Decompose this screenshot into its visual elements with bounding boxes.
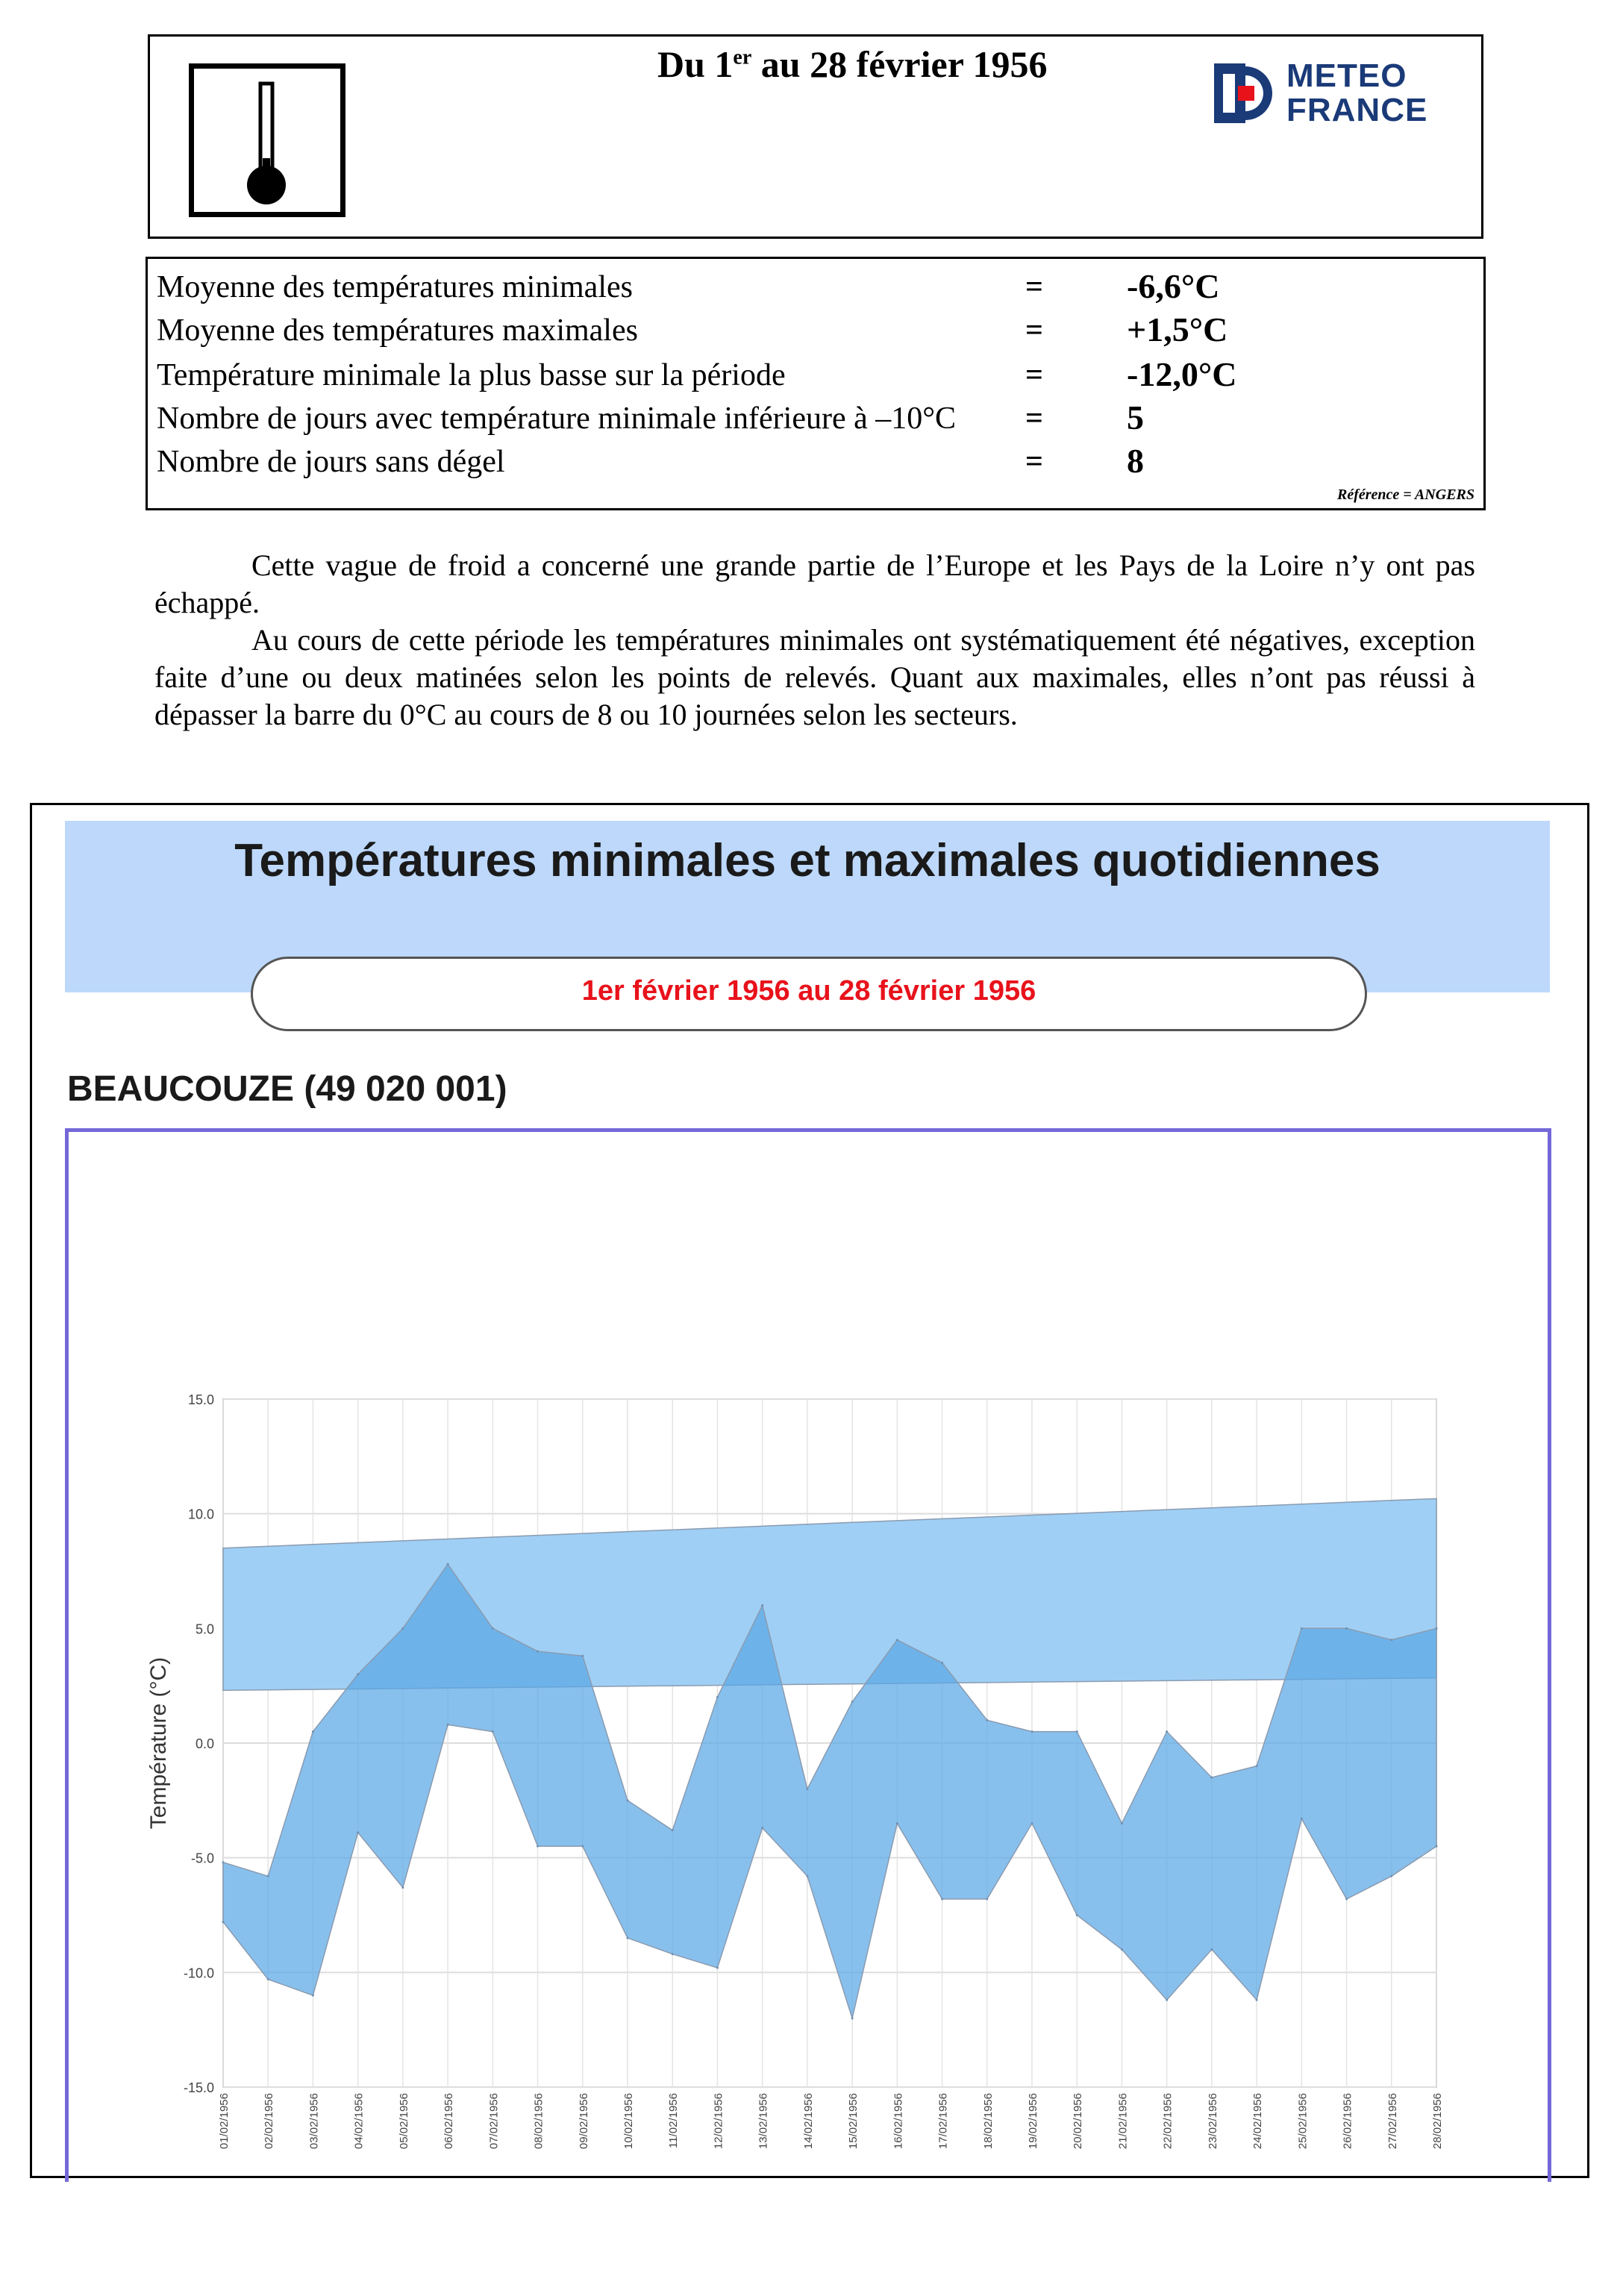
x-tick-label: 09/02/1956: [577, 2093, 590, 2150]
min-temp-point: [1390, 1875, 1392, 1877]
meteo-france-logo: [1210, 56, 1463, 131]
min-temp-point: [1076, 1914, 1078, 1916]
max-temp-point: [1301, 1627, 1303, 1630]
max-temp-point: [357, 1673, 359, 1675]
min-temp-point: [447, 1724, 449, 1726]
max-temp-point: [672, 1829, 674, 1831]
stat-value: -6,6°C: [1127, 267, 1220, 305]
max-temp-point: [716, 1696, 719, 1698]
stat-equals: =: [1025, 270, 1043, 304]
page-title: Du 1er au 28 février 1956: [657, 43, 1048, 85]
stat-label: Nombre de jours avec température minimale inférieure à –10°C: [157, 401, 957, 436]
min-temp-point: [672, 1953, 674, 1955]
thermometer-icon-svg: [194, 69, 340, 212]
max-temp-point: [1390, 1639, 1392, 1641]
x-tick-label: 19/02/1956: [1027, 2093, 1039, 2150]
chart-frame: [65, 1128, 1551, 2182]
x-tick-label: 11/02/1956: [667, 2093, 681, 2148]
max-temp-point: [312, 1730, 314, 1733]
x-tick-label: 14/02/1956: [801, 2093, 815, 2150]
max-temp-point: [1076, 1730, 1078, 1733]
y-axis-label: Température (°C): [146, 1657, 171, 1830]
max-temp-point: [806, 1788, 808, 1790]
max-temp-point: [267, 1875, 269, 1877]
min-temp-point: [851, 2017, 854, 2019]
min-temp-point: [1345, 1898, 1348, 1900]
thermometer-icon: [189, 63, 345, 217]
x-tick-label: 13/02/1956: [757, 2093, 770, 2150]
max-temp-point: [1031, 1730, 1033, 1733]
min-temp-point: [1210, 1948, 1213, 1951]
temperature-chart: [69, 1132, 1548, 2182]
min-temp-point: [1301, 1818, 1303, 1820]
stat-equals: =: [1025, 445, 1043, 479]
max-temp-point: [537, 1651, 539, 1653]
logo-text: METEO FRANCE: [1286, 57, 1428, 128]
min-temp-point: [357, 1831, 359, 1833]
min-temp-point: [941, 1898, 943, 1900]
max-temp-point: [492, 1627, 494, 1630]
x-tick-label: 28/02/1956: [1431, 2093, 1444, 2150]
min-temp-point: [806, 1875, 808, 1877]
y-tick-label: 10.0: [187, 1507, 214, 1522]
min-temp-point: [267, 1978, 269, 1980]
y-tick-label: 5.0: [195, 1621, 214, 1637]
min-temp-point: [537, 1845, 539, 1848]
x-tick-label: 01/02/1956: [218, 2093, 231, 2150]
max-temp-point: [447, 1563, 449, 1565]
max-temp-point: [1345, 1627, 1348, 1630]
max-temp-point: [627, 1799, 629, 1801]
x-tick-label: 02/02/1956: [263, 2093, 276, 2150]
x-tick-label: 05/02/1956: [397, 2093, 410, 2150]
min-temp-point: [986, 1898, 988, 1900]
stat-value: 5: [1127, 398, 1144, 437]
x-tick-label: 23/02/1956: [1206, 2093, 1219, 2150]
chart-title: Températures minimales et maximales quotidiennes: [234, 835, 1380, 886]
x-tick-label: 22/02/1956: [1161, 2093, 1175, 2150]
y-tick-label: -5.0: [190, 1851, 214, 1866]
x-tick-label: 18/02/1956: [981, 2093, 995, 2150]
stats-box: [146, 257, 1486, 510]
min-temp-point: [312, 1995, 314, 1997]
max-temp-point: [1256, 1765, 1258, 1767]
x-tick-label: 04/02/1956: [352, 2093, 366, 2150]
min-temp-point: [1031, 1822, 1033, 1824]
min-temp-point: [716, 1967, 719, 1969]
min-temp-point: [627, 1937, 629, 1939]
max-temp-point: [1121, 1822, 1123, 1824]
max-temp-point: [222, 1861, 225, 1863]
x-tick-label: 15/02/1956: [847, 2093, 860, 2150]
meteo-france-logo-icon: [1210, 56, 1280, 131]
stat-equals: =: [1025, 401, 1043, 436]
max-temp-point: [851, 1701, 854, 1703]
period-pill: [251, 957, 1367, 1031]
stat-label: Température minimale la plus basse sur la période: [157, 358, 786, 392]
x-tick-label: 07/02/1956: [487, 2093, 501, 2150]
max-temp-point: [941, 1662, 943, 1664]
stat-value: -12,0°C: [1127, 355, 1237, 393]
stats-reference: Référence = ANGERS: [1337, 487, 1474, 503]
x-tick-label: 24/02/1956: [1251, 2093, 1265, 2150]
period-text: 1er février 1956 au 28 février 1956: [581, 975, 1036, 1007]
min-temp-point: [222, 1921, 225, 1923]
stat-label: Moyenne des températures maximales: [157, 313, 638, 348]
x-tick-label: 25/02/1956: [1296, 2093, 1310, 2150]
x-tick-label: 27/02/1956: [1386, 2093, 1399, 2150]
x-tick-label: 08/02/1956: [532, 2093, 545, 2150]
max-temp-point: [986, 1719, 988, 1721]
x-tick-label: 16/02/1956: [892, 2093, 905, 2150]
paragraph: Au cours de cette période les températures minimales ont systématiquement été négatives, exception faite d’une ou deux matinées selon les points de relevés. Quant aux maximales, elles n’ont pas réussi à dépasser la barre du 0°C au cours de 8 ou 10 journées selon les secteurs.: [154, 623, 1475, 731]
paragraph: Cette vague de froid a concerné une grande partie de l’Europe et les Pays de la Loire n’y ont pas échappé.: [154, 548, 1475, 619]
stat-label: Moyenne des températures minimales: [157, 270, 633, 304]
description-text: [154, 547, 1475, 733]
min-temp-point: [761, 1827, 763, 1829]
stat-equals: =: [1025, 313, 1043, 348]
stat-value: +1,5°C: [1127, 310, 1228, 348]
y-tick-label: -15.0: [183, 2080, 214, 2095]
x-tick-label: 12/02/1956: [712, 2093, 725, 2150]
header-box: [148, 34, 1483, 239]
y-tick-label: 0.0: [195, 1736, 214, 1751]
min-temp-point: [1436, 1845, 1438, 1848]
max-temp-point: [1166, 1730, 1168, 1733]
max-temp-point: [401, 1627, 404, 1630]
station-name: BEAUCOUZE (49 020 001): [67, 1069, 507, 1109]
x-tick-label: 21/02/1956: [1116, 2093, 1130, 2150]
y-tick-label: 15.0: [187, 1392, 214, 1407]
x-tick-label: 20/02/1956: [1072, 2093, 1085, 2150]
min-temp-point: [1166, 1999, 1168, 2001]
min-temp-point: [1256, 1999, 1258, 2001]
y-tick-label: -10.0: [183, 1965, 214, 1981]
x-tick-label: 26/02/1956: [1341, 2093, 1354, 2150]
x-tick-label: 17/02/1956: [936, 2093, 950, 2150]
max-temp-point: [1210, 1777, 1213, 1779]
min-temp-point: [492, 1730, 494, 1733]
stat-label: Nombre de jours sans dégel: [157, 445, 505, 479]
min-temp-point: [896, 1822, 898, 1824]
max-temp-point: [1436, 1627, 1438, 1630]
stat-equals: =: [1025, 358, 1043, 392]
x-tick-label: 03/02/1956: [307, 2093, 321, 2150]
min-temp-point: [1121, 1948, 1123, 1951]
min-temp-point: [401, 1886, 404, 1889]
max-temp-point: [896, 1639, 898, 1641]
x-tick-label: 06/02/1956: [442, 2093, 456, 2150]
x-tick-label: 10/02/1956: [622, 2093, 635, 2150]
stat-value: 8: [1127, 442, 1144, 480]
max-temp-point: [761, 1604, 763, 1607]
min-temp-point: [581, 1845, 584, 1848]
max-temp-point: [581, 1655, 584, 1657]
